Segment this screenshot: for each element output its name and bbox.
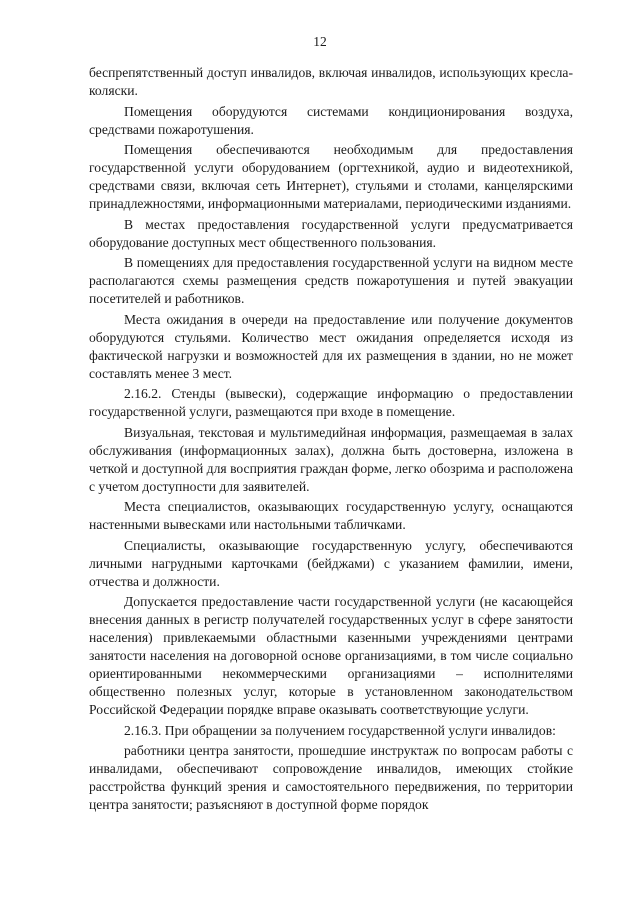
paragraph-2-16-3-disabled: 2.16.3. При обращении за получением государственной услуги инвалидов: — [124, 722, 556, 738]
paragraph-partial-service: Допускается предоставление части государственной услуги (не касающейся внесения данных в регистр получателей государственных услуг в сфере занятости населения) привлекаемыми областными казенными учреждениями центрами занятости населения на договорной основе организациями, в том числе социально ориентированными некоммерческими организациями – исполнителями общественно полезных услуг, которые в установленном законодательством Российской Федерации порядке вправе оказывать соответствующие услуги. — [89, 594, 573, 717]
paragraph-2-16-2-stands: 2.16.2. Стенды (вывески), содержащие информацию о предоставлении государственной услуги, размещаются при входе в помещение. — [89, 386, 573, 419]
paragraph-waiting-places: Места ожидания в очереди на предоставление или получение документов оборудуются стульями. Количество мест ожидания определяется исходя из фактической нагрузки и возможностей для их размещения в здании, но не может составлять менее 3 мест. — [89, 311, 573, 381]
paragraph-staff-escort: работники центра занятости, прошедшие инструктаж по вопросам работы с инвалидами, обеспечивают сопровождение инвалидов, имеющих стойкие расстройства функций зрения и самостоятельного передвижения, по территории центра занятости; разъясняют в доступной форме порядок — [89, 743, 573, 812]
page-number: 12 — [313, 34, 327, 49]
paragraph-air-conditioning: Помещения оборудуются системами кондиционирования воздуха, средствами пожаротушения. — [89, 103, 573, 137]
paragraph-badges: Специалисты, оказывающие государственную услугу, обеспечиваются личными нагрудными карточками (бейджами) с указанием фамилии, имени, отчества и должности. — [89, 537, 573, 589]
paragraph-equipment: Помещения обеспечиваются необходимым для предоставления государственной услуги оборудованием (оргтехникой, аудио и видеотехникой, средствами связи, включая сеть Интернет), стульями и столами, канцелярскими принадлежностями, информационными материалами, периодическими изданиями. — [89, 142, 573, 211]
paragraph-public-places: В местах предоставления государственной услуги предусматривается оборудование доступных мест общественного пользования. — [89, 216, 573, 250]
paragraph-continuation: беспрепятственный доступ инвалидов, включая инвалидов, использующих кресла-коляски. — [89, 65, 573, 98]
paragraph-evacuation-schemes: В помещениях для предоставления государственной услуги на видном месте располагаются схемы размещения средств пожаротушения и путей эвакуации посетителей и работников. — [89, 255, 573, 306]
paragraph-specialist-places: Места специалистов, оказывающих государственную услугу, оснащаются настенными вывесками или настольными табличками. — [89, 499, 573, 532]
document-body — [89, 64, 573, 814]
paragraph-visual-information: Визуальная, текстовая и мультимедийная информация, размещаемая в залах обслуживания (информационных залах), должна быть достоверна, изложена в четкой и доступной для восприятия граждан форме, легко обозрима и расположена с учетом доступности для заявителей. — [89, 424, 573, 494]
